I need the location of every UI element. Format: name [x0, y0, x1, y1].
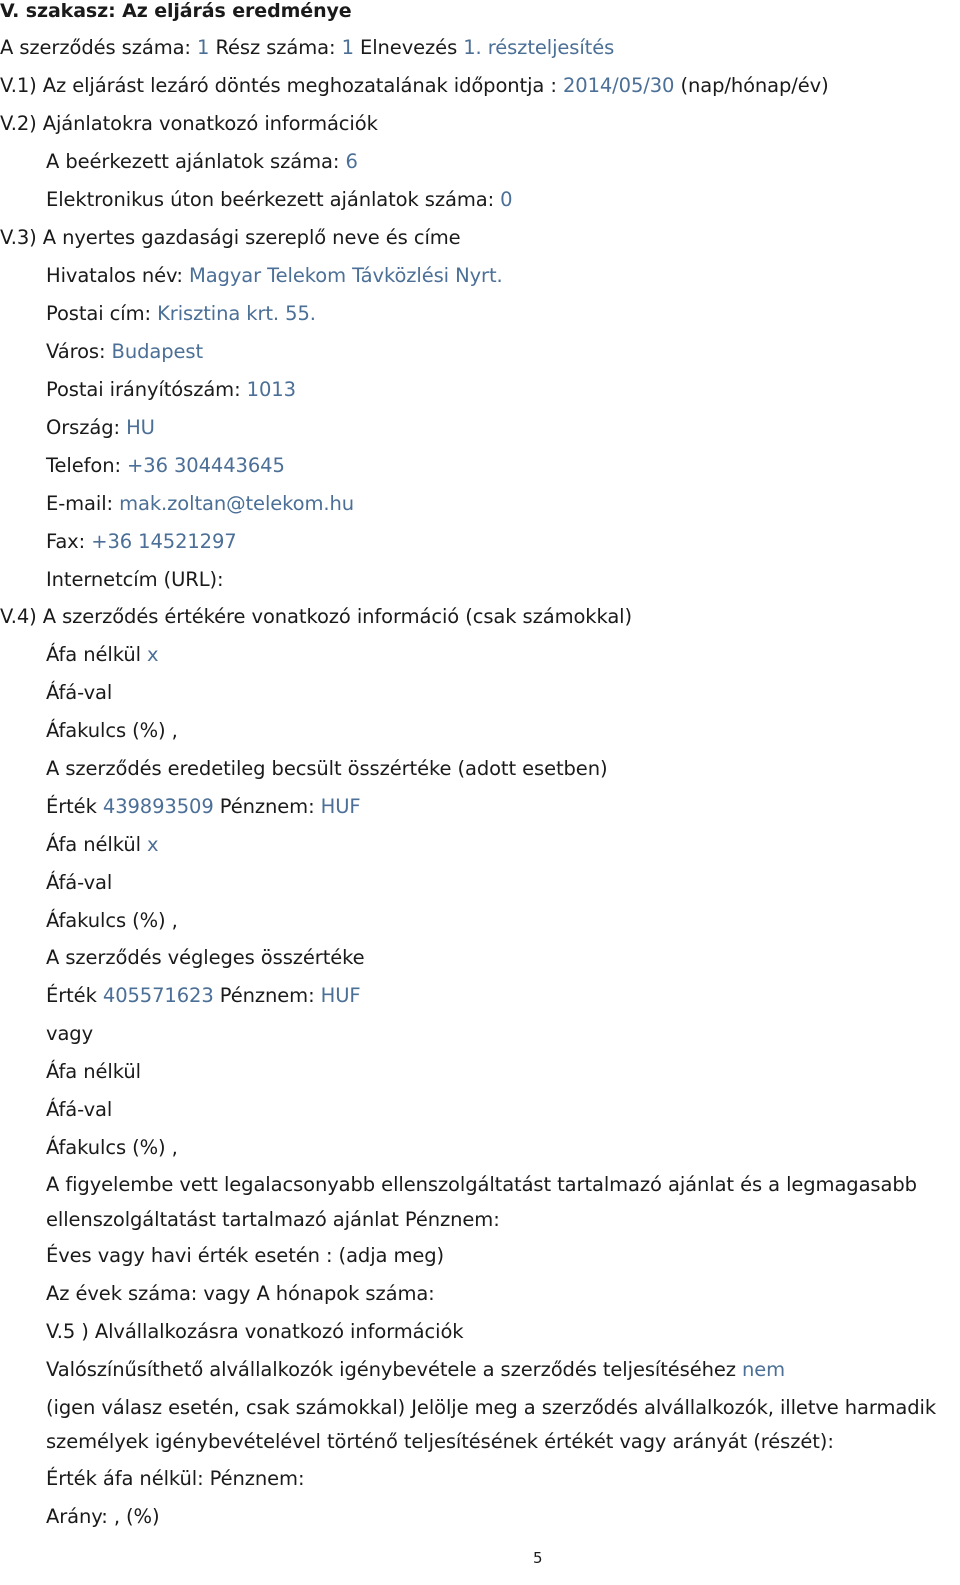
vat-excl-label: Áfa nélkül: [46, 643, 141, 666]
fax-row: [46, 529, 237, 555]
part-number-label: Rész száma:: [215, 36, 336, 59]
estimated-currency: HUF: [320, 795, 361, 818]
subcontract-note-line-1: (igen válasz esetén, csak számokkal) Jelölje meg a szerződés alvállalkozók, illetve harmadik: [46, 1396, 937, 1419]
lowest-highest-line-1: A figyelembe vett legalacsonyabb ellenszolgáltatást tartalmazó ajánlat és a legmagasabb: [46, 1173, 917, 1196]
zip-label: Postai irányítószám:: [46, 378, 241, 401]
lowest-highest-line-2: ellenszolgáltatást tartalmazó ajánlat Pénznem:: [46, 1208, 500, 1231]
estimated-value: 439893509: [102, 795, 214, 818]
phone-value: +36 304443645: [127, 454, 285, 477]
phone-label: Telefon:: [46, 454, 121, 477]
name-label: Elnevezés: [360, 36, 458, 59]
final-currency: HUF: [320, 984, 361, 1007]
vat-excl-row-1: [46, 642, 158, 668]
zip-value: 1013: [246, 378, 296, 401]
final-value-row: [46, 983, 361, 1009]
email-row: [46, 491, 354, 517]
subcontract-note-line-2: személyek igénybevételével történő teljesítésének értékét vagy arányát (részét):: [46, 1430, 834, 1453]
annual-monthly: Éves vagy havi érték esetén : (adja meg): [46, 1244, 445, 1267]
vat-incl-row-1: Áfá-val: [46, 681, 113, 704]
city-label: Város:: [46, 340, 106, 363]
vat-rate-row-2: Áfakulcs (%) ,: [46, 909, 178, 932]
vat-excl-row-3: Áfa nélkül: [46, 1060, 141, 1083]
vat-rate-row-3: Áfakulcs (%) ,: [46, 1136, 178, 1159]
received-label: A beérkezett ajánlatok száma:: [46, 150, 340, 173]
v4-title: V.4) A szerződés értékére vonatkozó információ (csak számokkal): [0, 605, 633, 628]
zip-row: [46, 377, 296, 403]
final-title: A szerződés végleges összértéke: [46, 946, 365, 969]
value-excl-vat-row: Érték áfa nélkül: Pénznem:: [46, 1467, 305, 1490]
v2-electronic: [46, 187, 512, 213]
section-heading: V. szakasz: Az eljárás eredménye: [0, 0, 352, 22]
electronic-value: 0: [500, 188, 513, 211]
vat-incl-row-2: Áfá-val: [46, 871, 113, 894]
vat-incl-row-3: Áfá-val: [46, 1098, 113, 1121]
official-name-label: Hivatalos név:: [46, 264, 183, 287]
postal-address-label: Postai cím:: [46, 302, 151, 325]
vat-excl-mark: x: [147, 833, 159, 856]
official-name-row: [46, 263, 503, 289]
country-label: Ország:: [46, 416, 120, 439]
postal-address-row: [46, 301, 316, 327]
v2-received: [46, 149, 358, 175]
v5-title: V.5 ) Alvállalkozásra vonatkozó információk: [46, 1320, 464, 1343]
v1-line: [0, 73, 829, 99]
contract-number-label: A szerződés száma:: [0, 36, 191, 59]
estimated-value-row: [46, 794, 361, 820]
electronic-label: Elektronikus úton beérkezett ajánlatok száma:: [46, 188, 495, 211]
contract-line: [0, 35, 614, 61]
fax-value: +36 14521297: [91, 530, 237, 553]
part-number-value: 1: [341, 36, 354, 59]
value-label: Érték: [46, 795, 97, 818]
url-label: Internetcím (URL):: [46, 568, 224, 591]
years-months: Az évek száma: vagy A hónapok száma:: [46, 1282, 435, 1305]
country-value: HU: [126, 416, 155, 439]
currency-label: Pénznem:: [219, 984, 315, 1007]
vat-excl-label: Áfa nélkül: [46, 833, 141, 856]
vat-excl-row-2: [46, 832, 158, 858]
fax-label: Fax:: [46, 530, 86, 553]
v2-title: V.2) Ajánlatokra vonatkozó információk: [0, 112, 378, 135]
v1-label: V.1) Az eljárást lezáró döntés meghozatalának időpontja :: [0, 74, 557, 97]
subcontract-likely-label: Valószínűsíthető alvállalkozók igénybevétele a szerződés teljesítéséhez: [46, 1358, 736, 1381]
phone-row: [46, 453, 285, 479]
name-value: 1. részteljesítés: [463, 36, 615, 59]
email-value: mak.zoltan@telekom.hu: [119, 492, 354, 515]
city-value: Budapest: [111, 340, 203, 363]
email-label: E-mail:: [46, 492, 114, 515]
v1-date-format: (nap/hónap/év): [680, 74, 829, 97]
value-label: Érték: [46, 984, 97, 1007]
subcontract-likely-row: [46, 1357, 785, 1383]
ratio-row: Arány: , (%): [46, 1505, 160, 1528]
currency-label: Pénznem:: [219, 795, 315, 818]
or-label: vagy: [46, 1022, 94, 1045]
country-row: [46, 415, 155, 441]
vat-excl-mark: x: [147, 643, 159, 666]
final-value: 405571623: [102, 984, 214, 1007]
received-value: 6: [345, 150, 358, 173]
estimated-title: A szerződés eredetileg becsült összértéke (adott esetben): [46, 757, 608, 780]
postal-address-value: Krisztina krt. 55.: [157, 302, 316, 325]
v3-title: V.3) A nyertes gazdasági szereplő neve és címe: [0, 226, 461, 249]
v1-date: 2014/05/30: [562, 74, 675, 97]
vat-rate-row-1: Áfakulcs (%) ,: [46, 719, 178, 742]
official-name-value: Magyar Telekom Távközlési Nyrt.: [188, 264, 503, 287]
page-number: 5: [533, 1549, 543, 1567]
contract-number-value: 1: [197, 36, 210, 59]
city-row: [46, 339, 203, 365]
subcontract-likely-value: nem: [742, 1358, 786, 1381]
